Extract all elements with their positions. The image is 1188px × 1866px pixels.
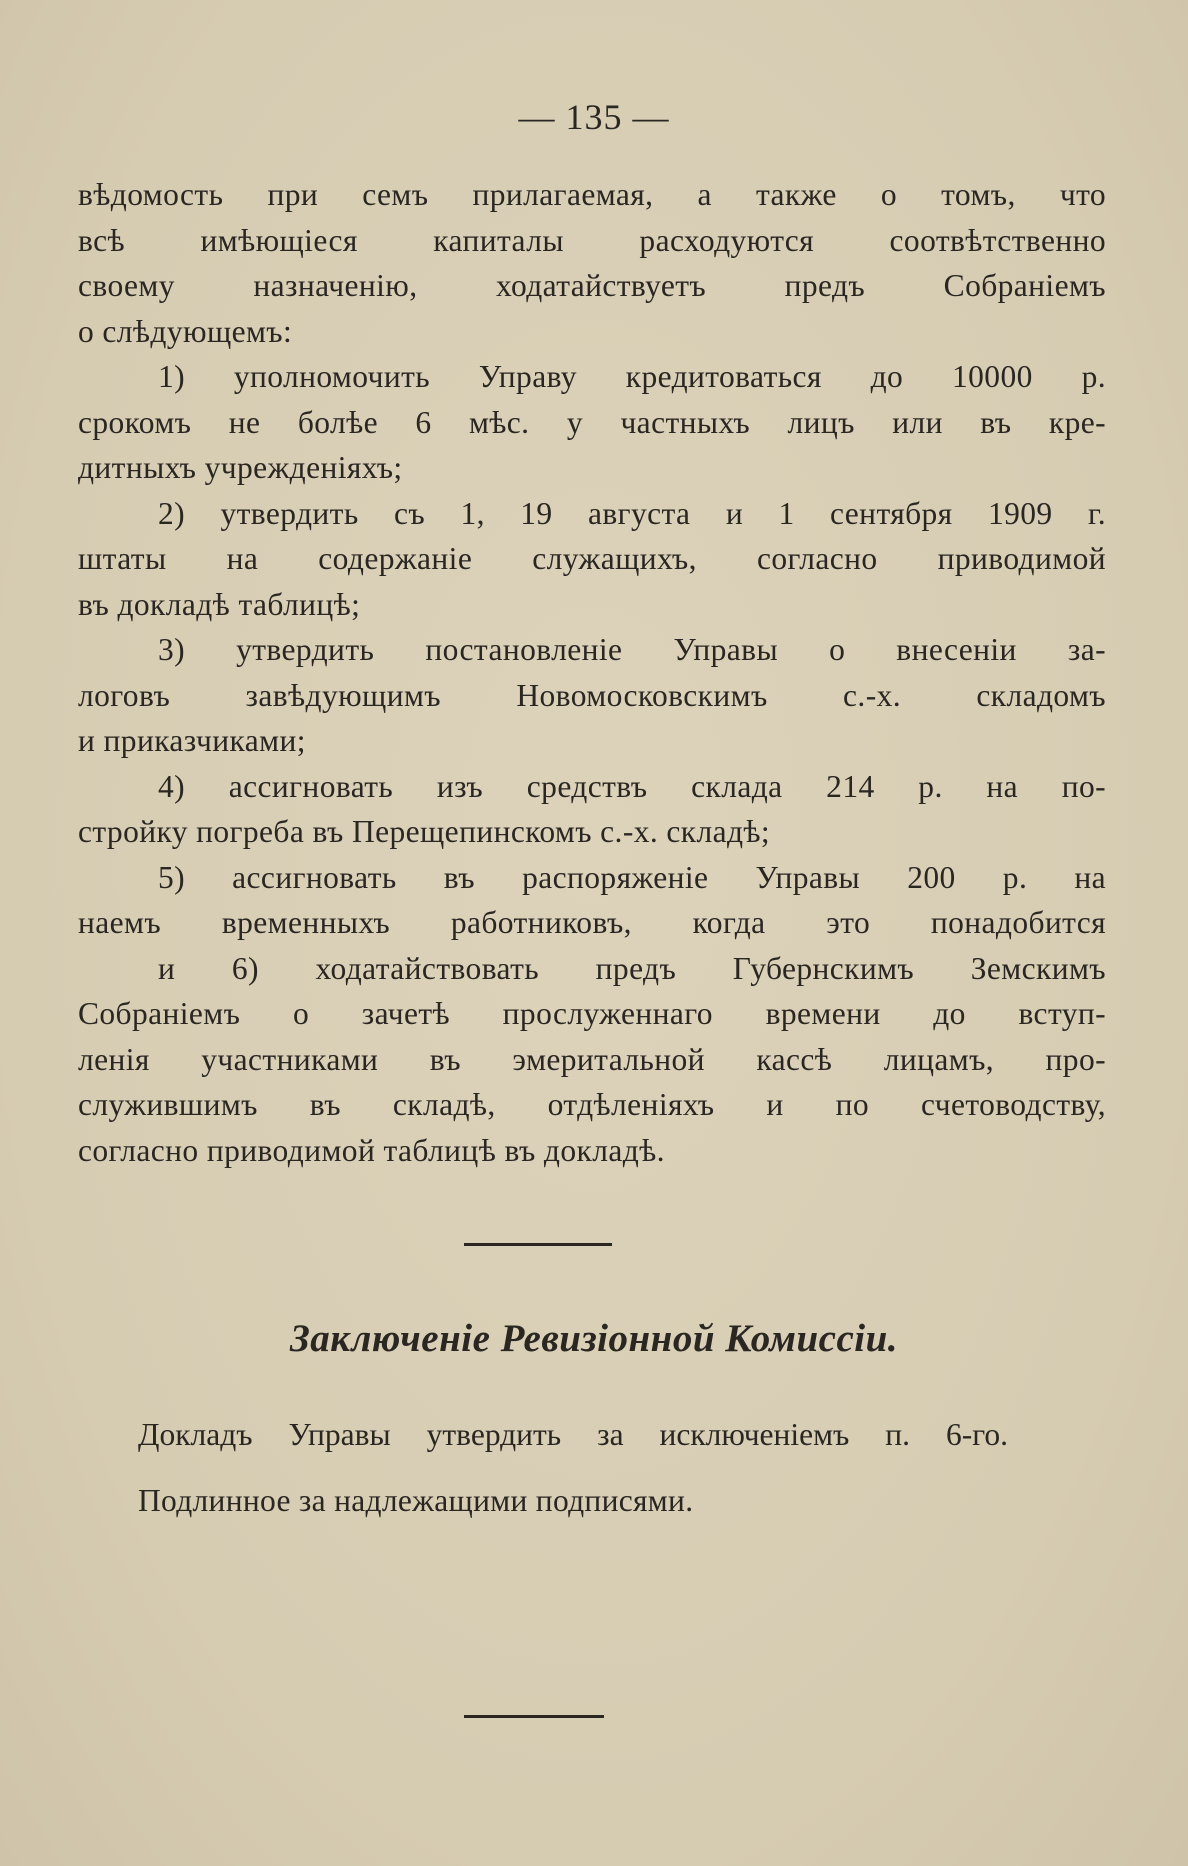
- closing-divider: [464, 1715, 604, 1718]
- text-line: ленія участниками въ эмеритальной кассѣ лицамъ, про-: [78, 1041, 1106, 1077]
- page-number: — 135 —: [518, 97, 670, 137]
- text-line: логовъ завѣдующимъ Новомосковскимъ с.-х. складомъ: [78, 677, 1106, 713]
- text-line: и 6) ходатайствовать предъ Губернскимъ Земскимъ: [158, 950, 1106, 986]
- text-line: всѣ имѣющіеся капиталы расходуются соотвѣтственно: [78, 222, 1106, 258]
- section-heading: Заключеніе Ревизіонной Комиссіи.: [289, 1317, 899, 1360]
- text-line: стройку погреба въ Перещепинскомъ с.-х. складѣ;: [78, 814, 771, 849]
- section-divider: [464, 1243, 612, 1246]
- text-line: наемъ временныхъ работниковъ, когда это понадобится: [78, 905, 1106, 940]
- commission-decision: Докладъ Управы утвердить за исключеніемъ п. 6-го.: [138, 1417, 1008, 1452]
- text-line: Собраніемъ о зачетѣ прослуженнаго времени до вступ-: [78, 996, 1106, 1031]
- text-line: 5) ассигновать въ распоряженіе Управы 200 р. на: [158, 859, 1106, 895]
- signature-note: Подлинное за надлежащими подписями.: [138, 1483, 694, 1518]
- text-line: штаты на содержаніе служащихъ, согласно приводимой: [78, 541, 1106, 576]
- text-line: 1) уполномочить Управу кредитоваться до 10000 р.: [158, 359, 1106, 394]
- text-line: срокомъ не болѣе 6 мѣс. у частныхъ лицъ или въ кре-: [78, 404, 1106, 440]
- text-line: въ докладѣ таблицѣ;: [78, 586, 361, 622]
- text-line: 3) утвердить постановленіе Управы о внесеніи за-: [158, 632, 1106, 667]
- text-line: 4) ассигновать изъ средствъ склада 214 р. на по-: [158, 768, 1106, 804]
- text-line: своему назначенію, ходатайствуетъ предъ Собраніемъ: [78, 268, 1106, 303]
- text-line: о слѣдующемъ:: [78, 313, 293, 349]
- text-line: дитныхъ учрежденіяхъ;: [78, 450, 403, 485]
- text-line: и приказчиками;: [78, 723, 306, 758]
- resolution-text: [78, 172, 1106, 1173]
- text-line: вѣдомость при семъ прилагаемая, а также о томъ, что: [78, 177, 1106, 212]
- text-line: 2) утвердить съ 1, 19 августа и 1 сентября 1909 г.: [158, 495, 1106, 531]
- text-line: согласно приводимой таблицѣ въ докладѣ.: [78, 1132, 665, 1168]
- text-line: служившимъ въ складѣ, отдѣленіяхъ и по счетоводству,: [78, 1087, 1106, 1122]
